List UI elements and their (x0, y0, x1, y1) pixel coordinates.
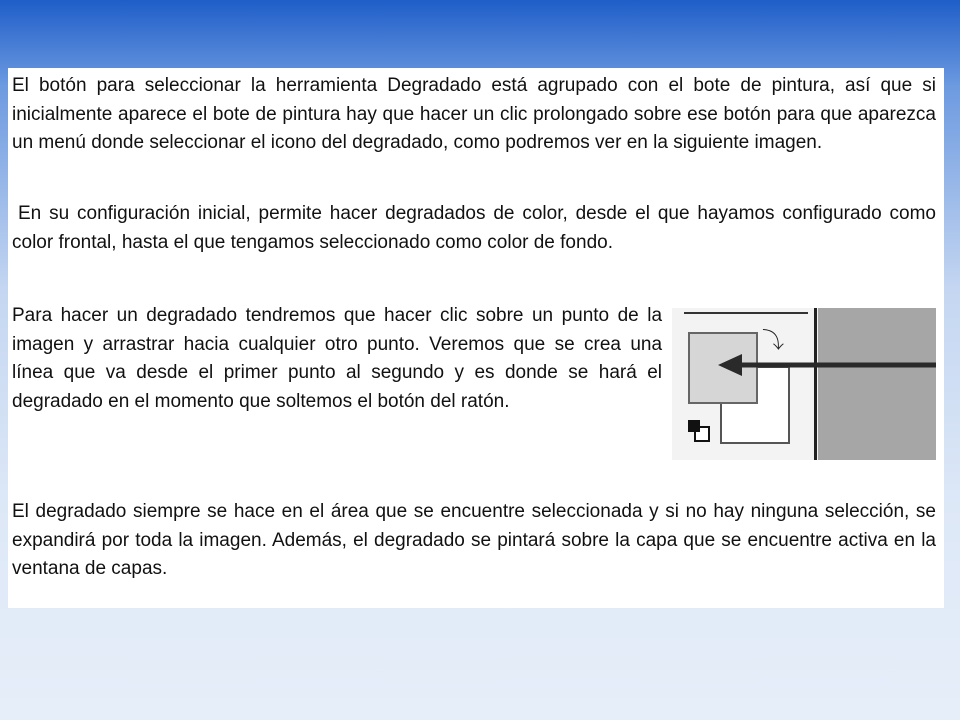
paragraph-intro: El botón para seleccionar la herramienta Degradado está agrupado con el bote de pintura, así que si inicialmente aparece el bote de pintura hay que hacer un clic prolongado sobre ese botón para que aparezca un menú donde seleccionar el icono del degradado, como podremos ver en la siguiente imagen. (12, 75, 936, 153)
swap-colors-icon: ⤵ (762, 328, 785, 353)
arrow-left-icon (672, 308, 936, 460)
paragraph-config: En su configuración inicial, permite hacer degradados de color, desde el que hayamos configurado como color frontal, hasta el que tengamos seleccionado como color de fondo. (12, 203, 936, 253)
gradient-row (12, 305, 936, 498)
paragraph-selection: El degradado siempre se hace en el área que se encuentre seleccionada y si no hay ninguna selección, se expandirá por toda la imagen. Además, el degradado se pintará sobre la capa que se encuentre activa en la ventana de capas. (12, 501, 936, 579)
gradient-screenshot (672, 308, 936, 460)
paragraph-how-to: Para hacer un degradado tendremos que hacer clic sobre un punto de la imagen y arrastrar hacia cualquier otro punto. Veremos que se crea una línea que va desde el primer punto al segundo y es donde se hará el degradado en el momento que soltemos el botón del ratón. (12, 305, 663, 412)
content-panel (8, 68, 944, 608)
